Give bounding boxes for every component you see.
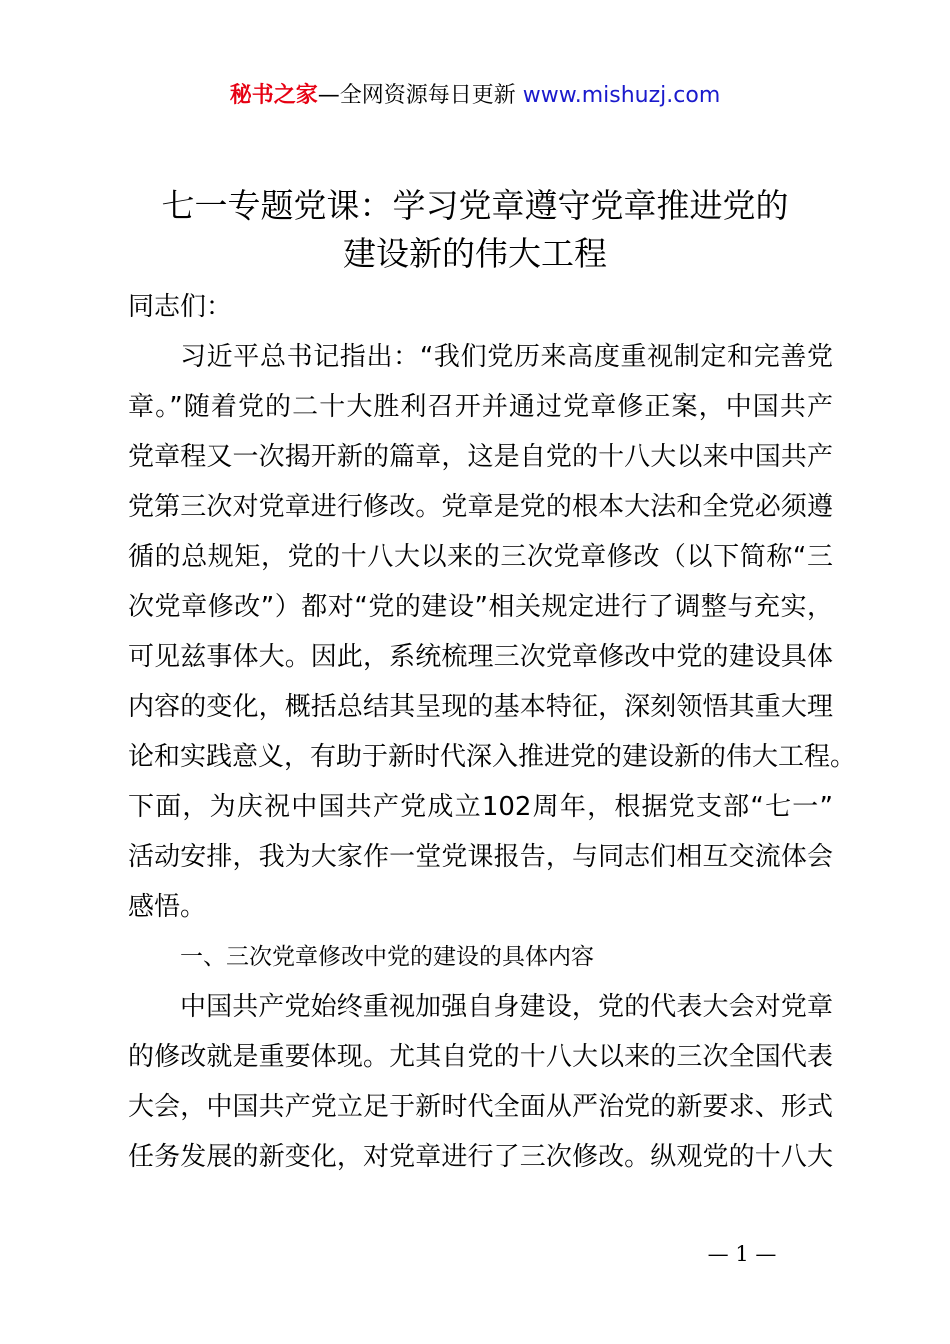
title-line-2: 建设新的伟大工程 bbox=[343, 234, 607, 273]
body-line: 章。”随着党的二十大胜利召开并通过党章修正案，中国共产 bbox=[128, 392, 833, 422]
header-tagline: —全网资源每日更新 bbox=[317, 83, 516, 108]
section-heading: 一、三次党章修改中党的建设的具体内容 bbox=[180, 944, 594, 970]
document-body bbox=[128, 282, 857, 1182]
page-number: — 1 — bbox=[707, 1242, 777, 1266]
body-line: 的修改就是重要体现。尤其自党的十八大以来的三次全国代表 bbox=[128, 1042, 833, 1072]
body-line: 党第三次对党章进行修改。党章是党的根本大法和全党必须遵 bbox=[128, 492, 833, 522]
title-line-1: 七一专题党课：学习党章遵守党章推进党的 bbox=[161, 186, 789, 225]
body-line: 次党章修改”）都对“党的建设”相关规定进行了调整与充实， bbox=[128, 592, 833, 622]
body-line: 中国共产党始终重视加强自身建设，党的代表大会对党章 bbox=[180, 992, 833, 1022]
body-line: 循的总规矩，党的十八大以来的三次党章修改（以下简称“三 bbox=[128, 542, 833, 572]
body-line: 党章程又一次揭开新的篇章，这是自党的十八大以来中国共产 bbox=[128, 442, 833, 472]
salutation: 同志们： bbox=[128, 292, 233, 322]
site-url-link[interactable]: www.mishuzj.com bbox=[522, 83, 721, 108]
document-title bbox=[0, 182, 950, 278]
body-line: 下面，为庆祝中国共产党成立102周年，根据党支部“七一” bbox=[128, 792, 833, 822]
brand-name: 秘书之家 bbox=[229, 83, 318, 108]
body-line: 内容的变化，概括总结其呈现的基本特征，深刻领悟其重大理 bbox=[128, 692, 833, 722]
body-line: 论和实践意义，有助于新时代深入推进党的建设新的伟大工程。 bbox=[128, 742, 857, 772]
body-line: 任务发展的新变化，对党章进行了三次修改。纵观党的十八大 bbox=[128, 1142, 833, 1172]
body-line: 大会，中国共产党立足于新时代全面从严治党的新要求、形式 bbox=[128, 1092, 833, 1122]
body-line: 活动安排，我为大家作一堂党课报告，与同志们相互交流体会 bbox=[128, 842, 833, 872]
body-line: 可见兹事体大。因此，系统梳理三次党章修改中党的建设具体 bbox=[128, 642, 833, 672]
header-banner bbox=[0, 80, 950, 112]
body-line: 习近平总书记指出：“我们党历来高度重视制定和完善党 bbox=[180, 342, 833, 372]
body-line: 感悟。 bbox=[128, 892, 207, 922]
